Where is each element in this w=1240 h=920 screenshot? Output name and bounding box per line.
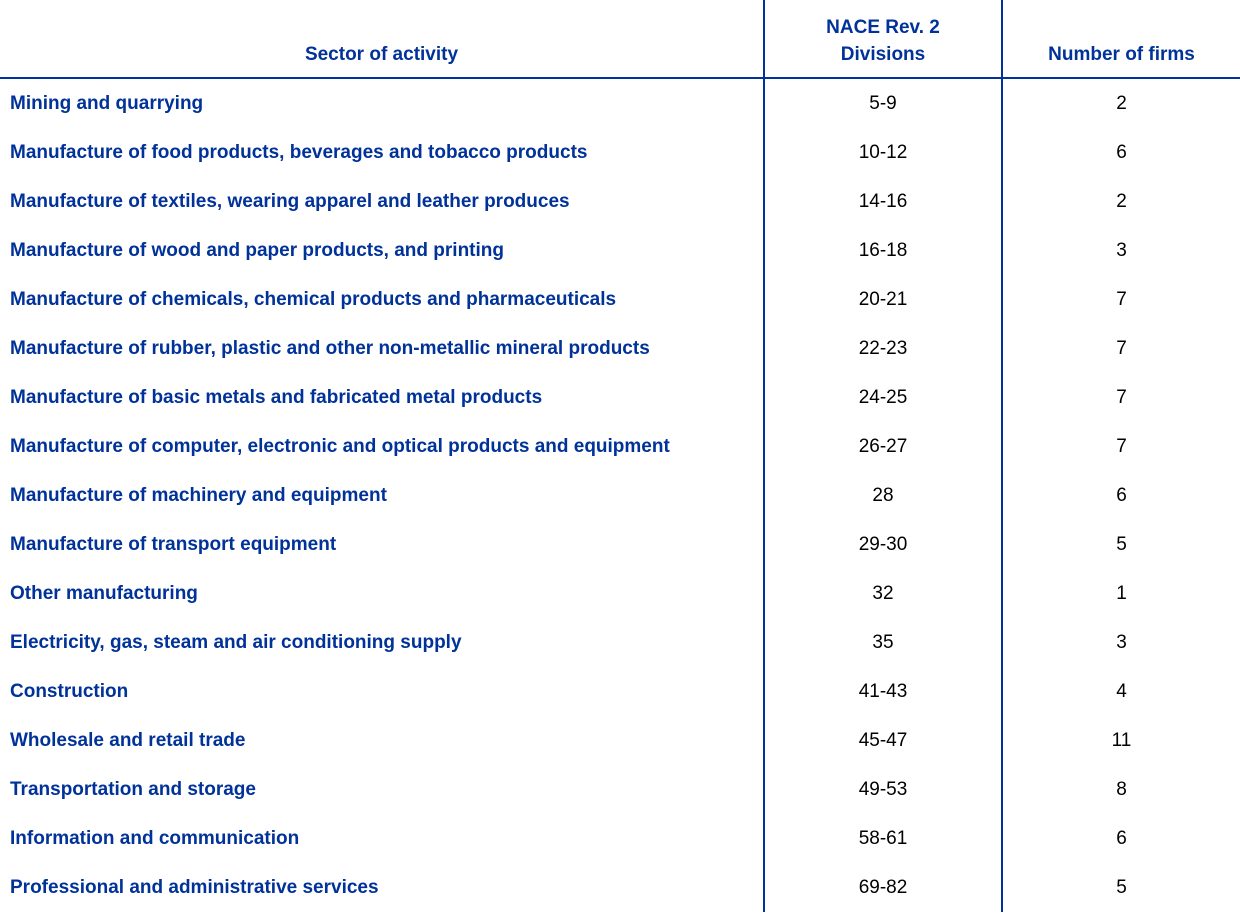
table-row bbox=[0, 569, 1240, 618]
table-row bbox=[0, 177, 1240, 226]
nace-cell: 45-47 bbox=[858, 730, 908, 751]
nace-cell: 29-30 bbox=[858, 534, 908, 555]
sector-cell: Manufacture of chemicals, chemical products and pharmaceuticals bbox=[10, 289, 617, 310]
table-row bbox=[0, 520, 1240, 569]
header-number-of-firms: Number of firms bbox=[1048, 44, 1195, 65]
sector-cell: Professional and administrative services bbox=[10, 877, 379, 898]
firms-cell: 7 bbox=[1116, 289, 1127, 310]
nace-cell: 16-18 bbox=[858, 240, 908, 261]
table-row bbox=[0, 765, 1240, 814]
table-row bbox=[0, 667, 1240, 716]
firms-cell: 7 bbox=[1116, 387, 1127, 408]
nace-cell: 49-53 bbox=[858, 779, 908, 800]
sector-cell: Other manufacturing bbox=[10, 583, 198, 604]
nace-cell: 20-21 bbox=[858, 289, 908, 310]
table-row bbox=[0, 128, 1240, 177]
firms-cell: 5 bbox=[1116, 877, 1127, 898]
nace-cell: 22-23 bbox=[858, 338, 908, 359]
header-nace-line1: NACE Rev. 2 bbox=[826, 17, 940, 38]
firms-cell: 11 bbox=[1111, 730, 1132, 751]
table-row bbox=[0, 618, 1240, 667]
firms-cell: 7 bbox=[1116, 338, 1127, 359]
nace-cell: 5-9 bbox=[869, 93, 897, 114]
sector-cell: Information and communication bbox=[10, 828, 300, 849]
table-row bbox=[0, 716, 1240, 765]
table-header bbox=[0, 0, 1240, 77]
header-nace-line2: Divisions bbox=[840, 44, 926, 65]
firms-cell: 1 bbox=[1116, 583, 1127, 604]
sector-cell: Manufacture of machinery and equipment bbox=[10, 485, 387, 506]
table-row bbox=[0, 863, 1240, 912]
firms-cell: 7 bbox=[1116, 436, 1127, 457]
firms-cell: 4 bbox=[1116, 681, 1127, 702]
firms-cell: 6 bbox=[1116, 142, 1127, 163]
firms-cell: 5 bbox=[1116, 534, 1127, 555]
nace-cell: 10-12 bbox=[858, 142, 908, 163]
nace-cell: 32 bbox=[872, 583, 894, 604]
sector-cell: Construction bbox=[10, 681, 129, 702]
firms-cell: 3 bbox=[1116, 240, 1127, 261]
sector-cell: Manufacture of textiles, wearing apparel and leather produces bbox=[10, 191, 570, 212]
nace-cell: 26-27 bbox=[858, 436, 908, 457]
sector-cell: Manufacture of basic metals and fabricated metal products bbox=[10, 387, 543, 408]
firms-cell: 6 bbox=[1116, 485, 1127, 506]
sector-cell: Wholesale and retail trade bbox=[10, 730, 246, 751]
sector-cell: Manufacture of food products, beverages and tobacco products bbox=[10, 142, 588, 163]
table-body bbox=[0, 79, 1240, 912]
table-row bbox=[0, 79, 1240, 128]
nace-cell: 58-61 bbox=[858, 828, 908, 849]
table-row bbox=[0, 226, 1240, 275]
nace-cell: 14-16 bbox=[858, 191, 908, 212]
firms-cell: 6 bbox=[1116, 828, 1127, 849]
nace-cell: 41-43 bbox=[858, 681, 908, 702]
sector-cell: Manufacture of computer, electronic and optical products and equipment bbox=[10, 436, 670, 457]
sector-cell: Manufacture of wood and paper products, and printing bbox=[10, 240, 504, 261]
firms-cell: 2 bbox=[1116, 191, 1127, 212]
sector-cell: Mining and quarrying bbox=[10, 93, 204, 114]
sector-cell: Electricity, gas, steam and air conditioning supply bbox=[10, 632, 462, 653]
sector-cell: Transportation and storage bbox=[10, 779, 256, 800]
firms-cell: 3 bbox=[1116, 632, 1127, 653]
header-sector-of-activity: Sector of activity bbox=[304, 44, 459, 65]
table-row bbox=[0, 422, 1240, 471]
sector-cell: Manufacture of transport equipment bbox=[10, 534, 337, 555]
sector-cell: Manufacture of rubber, plastic and other non-metallic mineral products bbox=[10, 338, 650, 359]
nace-cell: 24-25 bbox=[858, 387, 908, 408]
table-row bbox=[0, 471, 1240, 520]
firms-cell: 2 bbox=[1116, 93, 1127, 114]
nace-cell: 35 bbox=[872, 632, 894, 653]
table-row bbox=[0, 814, 1240, 863]
table-row bbox=[0, 373, 1240, 422]
nace-cell: 28 bbox=[872, 485, 894, 506]
table-row bbox=[0, 324, 1240, 373]
table-row bbox=[0, 275, 1240, 324]
firms-cell: 8 bbox=[1116, 779, 1127, 800]
header-nace-divisions bbox=[765, 14, 1001, 68]
nace-cell: 69-82 bbox=[858, 877, 908, 898]
